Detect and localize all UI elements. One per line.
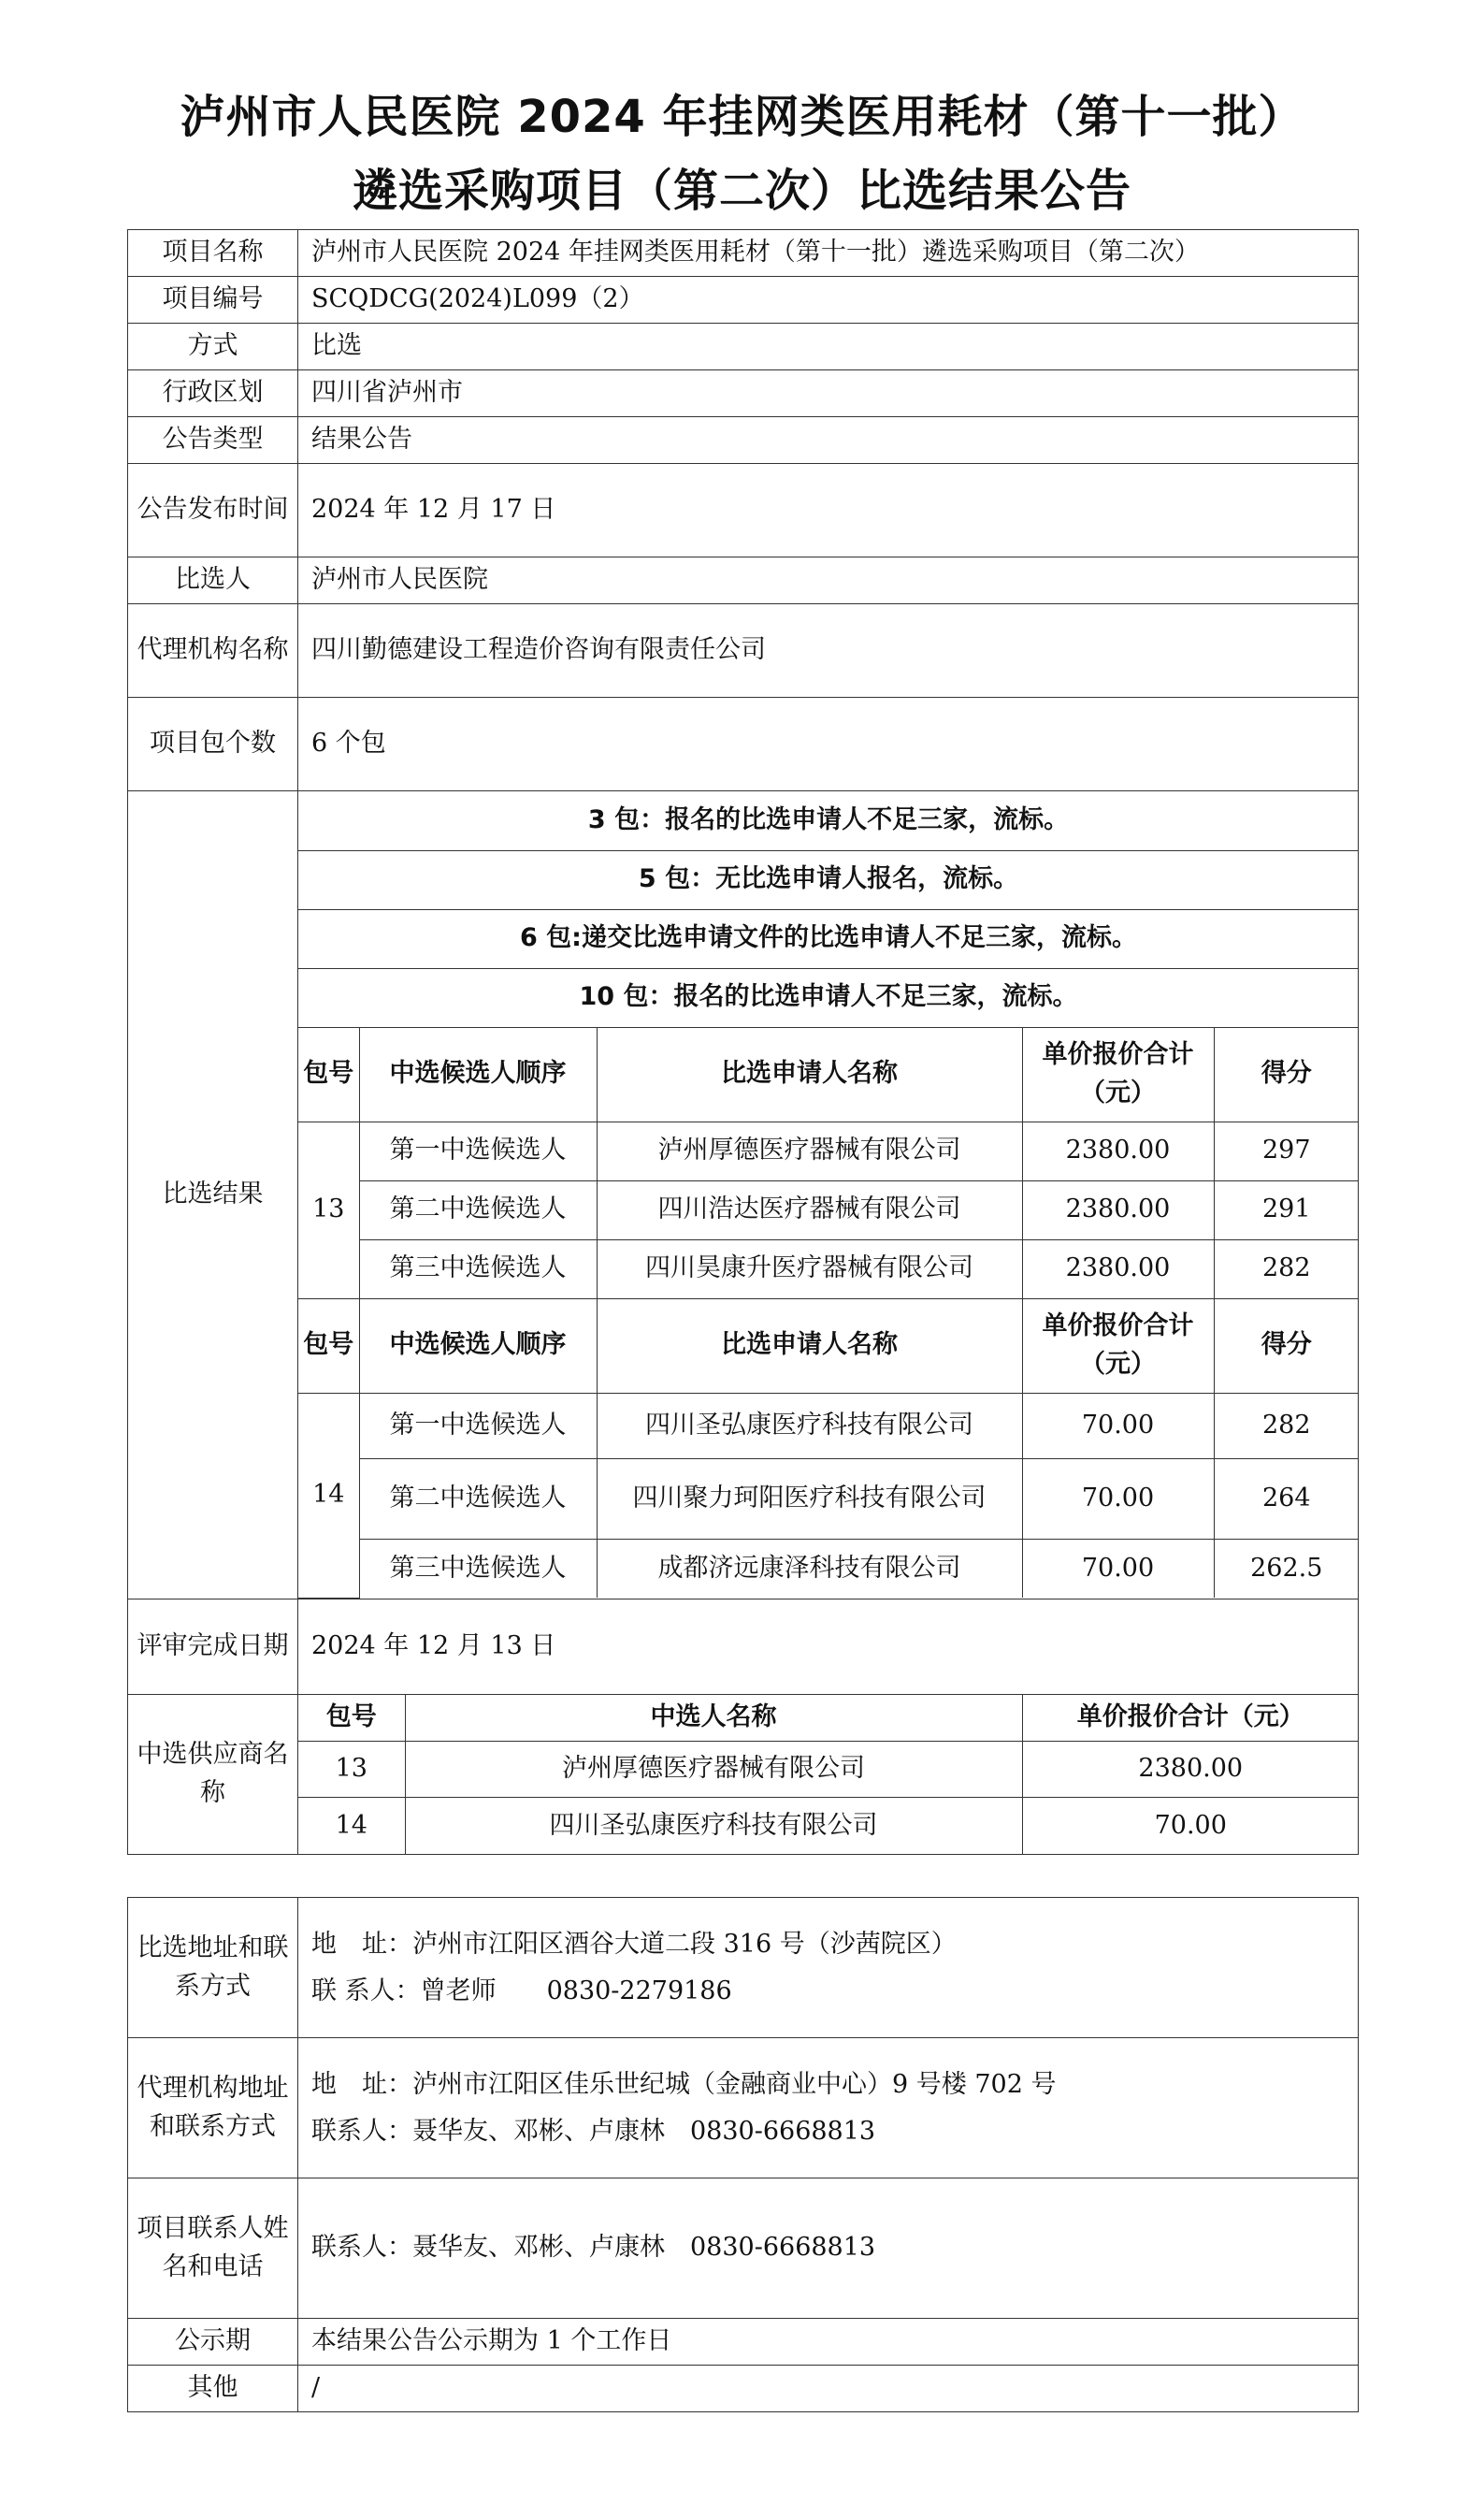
candidate-price: 2380.00 (1022, 1122, 1214, 1180)
table-row (298, 1458, 1359, 1539)
table-row (298, 1798, 1359, 1854)
pkg-number: 13 (298, 1122, 359, 1298)
pkg-number: 14 (298, 1393, 359, 1598)
label-project-contact: 项目联系人姓名和电话 (128, 2178, 298, 2319)
table-row (298, 1539, 1359, 1598)
value-publicity: 本结果公告公示期为 1 个工作日 (298, 2319, 1359, 2366)
candidate-price: 2380.00 (1022, 1180, 1214, 1239)
value-project-contact: 联系人：聂华友、邓彬、卢康林 0830-6668813 (298, 2178, 1359, 2319)
candidate-name: 四川浩达医疗器械有限公司 (597, 1180, 1022, 1239)
candidate-score: 297 (1214, 1122, 1359, 1180)
label-review-date: 评审完成日期 (128, 1599, 298, 1694)
candidate-score: 282 (1214, 1239, 1359, 1298)
value-other: / (298, 2366, 1359, 2412)
winners-header-price: 单价报价合计（元） (1022, 1695, 1359, 1742)
header-score: 得分 (1214, 1298, 1359, 1393)
winner-pkg: 14 (298, 1798, 405, 1854)
label-other: 其他 (128, 2366, 298, 2412)
value-review-date: 2024 年 12 月 13 日 (298, 1599, 1359, 1694)
failed-note: 10 包：报名的比选申请人不足三家，流标。 (298, 968, 1359, 1027)
header-name: 比选申请人名称 (597, 1298, 1022, 1393)
value-region: 四川省泸州市 (298, 370, 1359, 417)
failed-note: 5 包：无比选申请人报名，流标。 (298, 850, 1359, 909)
table-row (298, 1122, 1359, 1180)
header-price: 单价报价合计（元） (1022, 1298, 1214, 1393)
label-notice-type: 公告类型 (128, 417, 298, 464)
candidate-score: 282 (1214, 1393, 1359, 1458)
label-project-code: 项目编号 (128, 277, 298, 324)
label-publish-time: 公告发布时间 (128, 464, 298, 557)
value-agency: 四川勤德建设工程造价咨询有限责任公司 (298, 604, 1359, 698)
candidate-order: 第二中选候选人 (359, 1458, 597, 1539)
candidate-score: 262.5 (1214, 1539, 1359, 1598)
label-selector: 比选人 (128, 557, 298, 604)
candidate-order: 第二中选候选人 (359, 1180, 597, 1239)
candidate-name: 四川昊康升医疗器械有限公司 (597, 1239, 1022, 1298)
table-row (298, 1742, 1359, 1798)
winner-name: 四川圣弘康医疗科技有限公司 (405, 1798, 1022, 1854)
table-row (298, 1393, 1359, 1458)
candidate-score: 264 (1214, 1458, 1359, 1539)
candidate-name: 四川圣弘康医疗科技有限公司 (597, 1393, 1022, 1458)
candidate-name: 成都济远康泽科技有限公司 (597, 1539, 1022, 1598)
table-row (298, 1180, 1359, 1239)
contact-table (127, 1897, 1359, 2412)
candidate-price: 70.00 (1022, 1458, 1214, 1539)
selector-person: 联 系人：曾老师 0830-2279186 (311, 1976, 732, 2005)
agency-person: 联系人：聂华友、邓彬、卢康林 0830-6668813 (311, 2116, 876, 2146)
candidate-name: 四川聚力珂阳医疗科技有限公司 (597, 1458, 1022, 1539)
value-selector: 泸州市人民医院 (298, 557, 1359, 604)
label-agency-contact: 代理机构地址和联系方式 (128, 2038, 298, 2178)
label-publicity: 公示期 (128, 2319, 298, 2366)
winner-name: 泸州厚德医疗器械有限公司 (405, 1742, 1022, 1798)
winners-header-name: 中选人名称 (405, 1695, 1022, 1742)
header-score: 得分 (1214, 1027, 1359, 1122)
header-order: 中选候选人顺序 (359, 1027, 597, 1122)
label-method: 方式 (128, 324, 298, 370)
header-pkg: 包号 (298, 1298, 359, 1393)
value-project-name: 泸州市人民医院 2024 年挂网类医用耗材（第十一批）遴选采购项目（第二次） (298, 230, 1359, 277)
candidate-price: 70.00 (1022, 1393, 1214, 1458)
value-project-code: SCQDCG(2024)L099（2） (298, 277, 1359, 324)
label-selector-contact: 比选地址和联系方式 (128, 1898, 298, 2038)
winners-header-pkg: 包号 (298, 1695, 405, 1742)
candidate-name: 泸州厚德医疗器械有限公司 (597, 1122, 1022, 1180)
candidate-order: 第三中选候选人 (359, 1239, 597, 1298)
value-notice-type: 结果公告 (298, 417, 1359, 464)
winners-cell (298, 1694, 1359, 1854)
label-package-count: 项目包个数 (128, 698, 298, 791)
value-publish-time: 2024 年 12 月 17 日 (298, 464, 1359, 557)
label-winners: 中选供应商名称 (128, 1694, 298, 1854)
candidate-price: 2380.00 (1022, 1239, 1214, 1298)
failed-note: 3 包：报名的比选申请人不足三家，流标。 (298, 791, 1359, 850)
title-line-2: 遴选采购项目（第二次）比选结果公告 (352, 165, 1131, 217)
candidate-score: 291 (1214, 1180, 1359, 1239)
header-pkg: 包号 (298, 1027, 359, 1122)
candidate-order: 第一中选候选人 (359, 1122, 597, 1180)
agency-address: 地 址：泸州市江阳区佳乐世纪城（金融商业中心）9 号楼 702 号 (311, 2069, 1057, 2099)
candidate-price: 70.00 (1022, 1539, 1214, 1598)
value-agency-contact (298, 2038, 1359, 2178)
winners-table (298, 1695, 1359, 1854)
announcement-table (127, 229, 1359, 1855)
value-method: 比选 (298, 324, 1359, 370)
header-name: 比选申请人名称 (597, 1027, 1022, 1122)
winner-price: 2380.00 (1022, 1742, 1359, 1798)
header-order: 中选候选人顺序 (359, 1298, 597, 1393)
table-row (298, 1239, 1359, 1298)
candidate-order: 第三中选候选人 (359, 1539, 597, 1598)
candidate-order: 第一中选候选人 (359, 1393, 597, 1458)
failed-note: 6 包:递交比选申请文件的比选申请人不足三家，流标。 (298, 909, 1359, 968)
title-line-1: 泸州市人民医院 2024 年挂网类医用耗材（第十一批） (180, 91, 1304, 143)
header-price: 单价报价合计（元） (1022, 1027, 1214, 1122)
result-cell (298, 791, 1359, 1599)
label-agency: 代理机构名称 (128, 604, 298, 698)
label-project-name: 项目名称 (128, 230, 298, 277)
selector-address: 地 址：泸州市江阳区酒谷大道二段 316 号（沙茜院区） (311, 1929, 957, 1959)
label-result: 比选结果 (128, 791, 298, 1599)
winner-price: 70.00 (1022, 1798, 1359, 1854)
label-region: 行政区划 (128, 370, 298, 417)
value-package-count: 6 个包 (298, 698, 1359, 791)
value-selector-contact (298, 1898, 1359, 2038)
result-table (298, 791, 1359, 1599)
winner-pkg: 13 (298, 1742, 405, 1798)
